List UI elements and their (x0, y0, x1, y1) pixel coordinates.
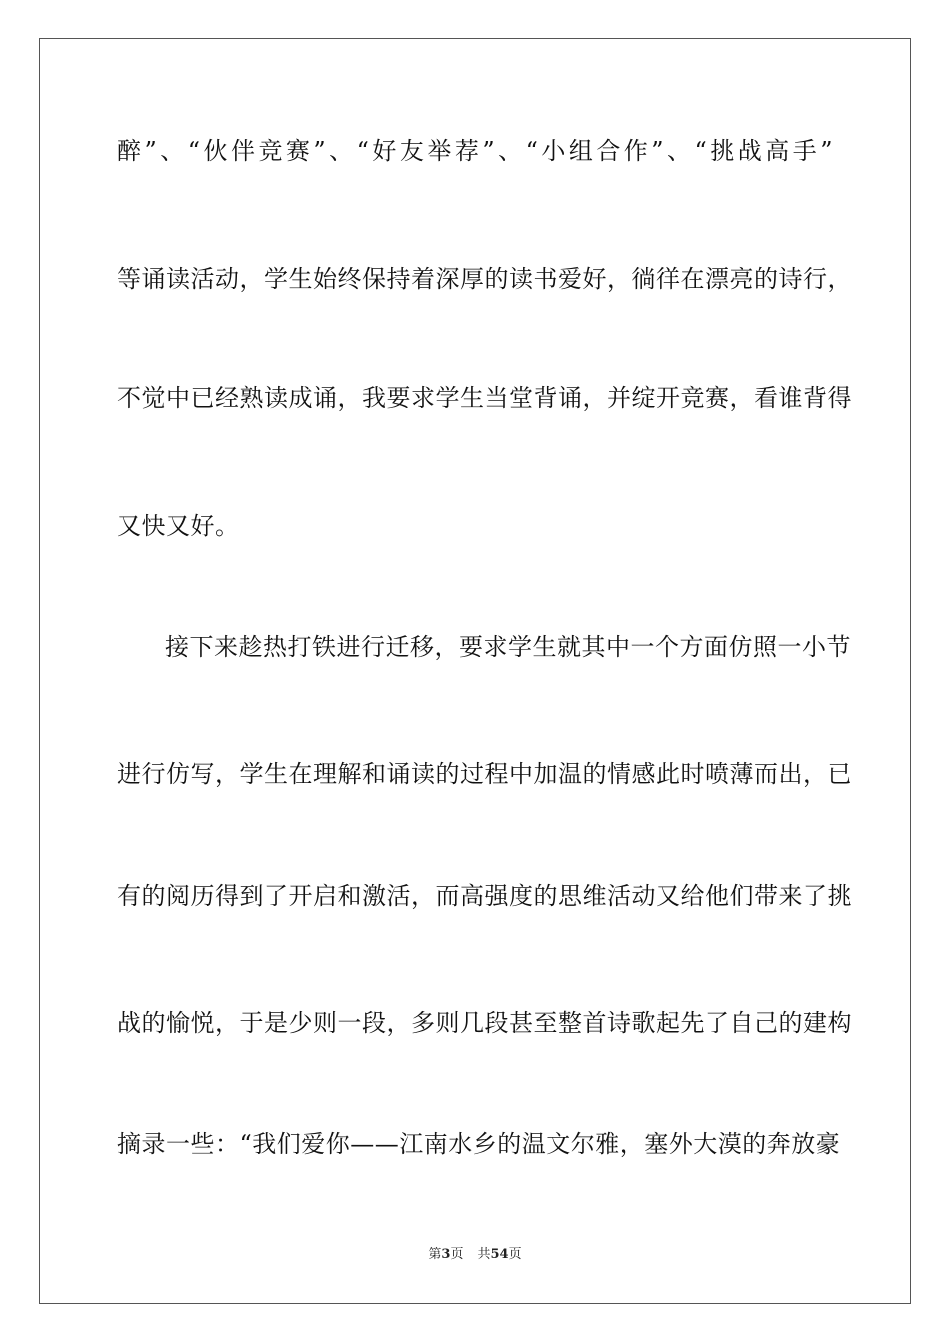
total-pages: 54 (490, 1247, 509, 1262)
page-number: 3 (441, 1247, 451, 1262)
body-text-line-6: 进行仿写，学生在理解和诵读的过程中加温的情感此时喷薄而出，已 (117, 760, 852, 788)
total-prefix: 共 (477, 1247, 491, 1262)
page-footer (0, 1246, 950, 1264)
total-suffix: 页 (508, 1247, 522, 1262)
page-border (39, 38, 911, 1304)
body-text-line-4: 又快又好。 (117, 512, 240, 540)
body-text-line-7: 有的阅历得到了开启和激活，而高强度的思维活动又给他们带来了挑 (117, 882, 852, 910)
page-prefix: 第 (428, 1247, 442, 1262)
body-text-line-9: 摘录一些：“我们爱你——江南水乡的温文尔雅，塞外大漠的奔放豪 (117, 1130, 841, 1158)
body-text-line-3: 不觉中已经熟读成诵，我要求学生当堂背诵，并绽开竞赛，看谁背得 (117, 384, 852, 412)
body-text-line-8: 战的愉悦，于是少则一段，多则几段甚至整首诗歌起先了自己的建构 (117, 1009, 852, 1037)
body-text-line-2: 等诵读活动，学生始终保持着深厚的读书爱好，徜徉在漂亮的诗行， (117, 265, 852, 293)
body-text-line-1: 醉”、“伙伴竞赛”、“好友举荐”、“小组合作”、“挑战高手” (117, 137, 833, 165)
page-suffix: 页 (450, 1247, 464, 1262)
body-text-line-5: 接下来趁热打铁进行迁移，要求学生就其中一个方面仿照一小节 (165, 633, 851, 661)
